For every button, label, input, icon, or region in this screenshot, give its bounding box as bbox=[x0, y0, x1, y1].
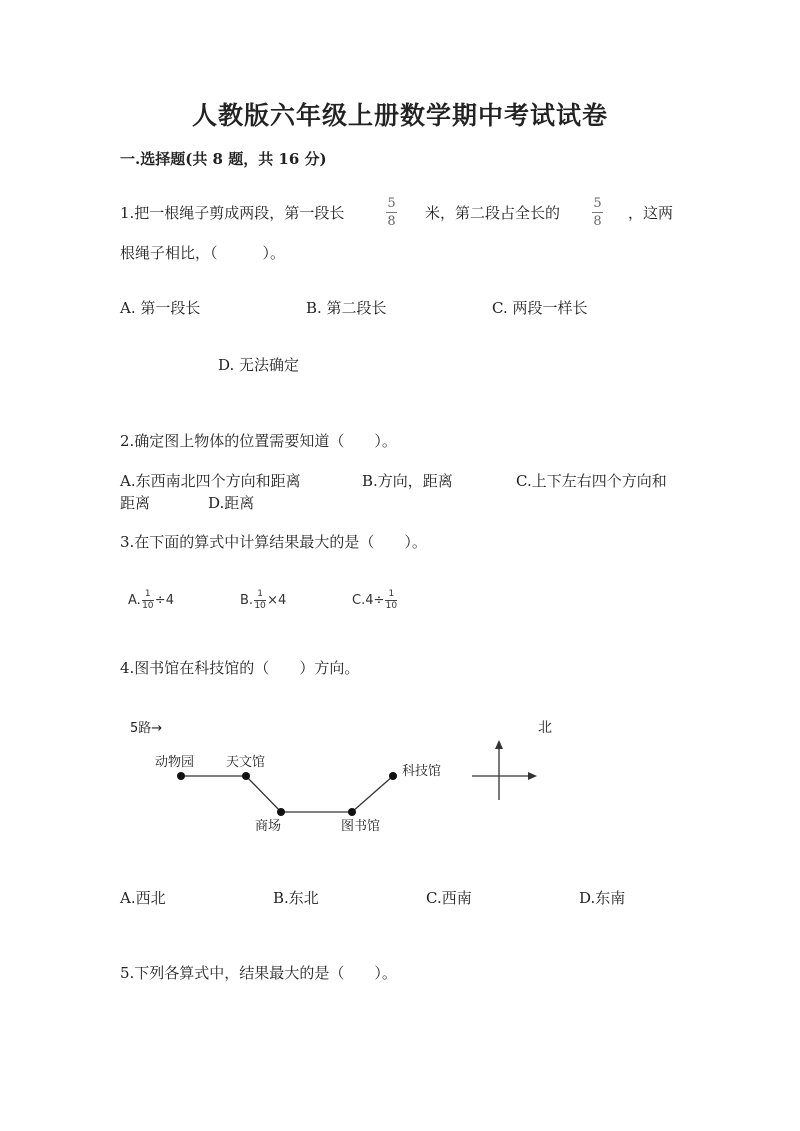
stop-science-museum-dot bbox=[389, 772, 397, 780]
compass-up-arrowhead bbox=[495, 740, 503, 749]
question-1-option-d: D. 无法确定 bbox=[218, 356, 300, 374]
fraction-numerator: 1 bbox=[388, 589, 395, 599]
stop-zoo-label: 动物园 bbox=[155, 755, 195, 770]
fraction-denominator: 8 bbox=[387, 214, 396, 229]
fraction-numerator: 1 bbox=[257, 589, 263, 599]
route-label: 5路→ bbox=[130, 721, 163, 736]
question-2-option-c-continued: 距离 bbox=[120, 494, 151, 512]
stop-zoo-dot bbox=[177, 772, 185, 780]
stop-science-museum-label: 科技馆 bbox=[402, 764, 442, 779]
question-2-text: 2.确定图上物体的位置需要知道（ ）。 bbox=[120, 432, 397, 450]
fraction-denominator: 10 bbox=[142, 601, 154, 611]
stop-mall-label: 商场 bbox=[255, 819, 282, 834]
stop-library-label: 图书馆 bbox=[341, 819, 381, 834]
north-label: 北 bbox=[538, 720, 552, 736]
question-1-text-part3: ，这两 bbox=[628, 204, 674, 222]
question-5-text: 5.下列各算式中，结果最大的是（ ）。 bbox=[120, 964, 397, 982]
stop-planetarium-label: 天文馆 bbox=[226, 755, 266, 770]
operation: ×4 bbox=[267, 593, 287, 608]
page-title: 人教版六年级上册数学期中考试试卷 bbox=[191, 101, 608, 130]
option-label: A. bbox=[128, 593, 141, 608]
question-2-option-b: B.方向，距离 bbox=[362, 472, 453, 490]
question-2-option-c: C.上下左右四个方向和 bbox=[516, 472, 667, 490]
question-1-text-part1: 1.把一根绳子剪成两段，第一段长 bbox=[120, 204, 345, 222]
question-4-option-d: D.东南 bbox=[579, 889, 626, 907]
question-1-option-c: C. 两段一样长 bbox=[492, 299, 588, 317]
fraction-numerator: 5 bbox=[387, 196, 396, 211]
compass-right-arrowhead bbox=[528, 772, 537, 780]
question-3-text: 3.在下面的算式中计算结果最大的是（ ）。 bbox=[120, 533, 427, 551]
fraction-denominator: 10 bbox=[254, 601, 266, 611]
operation: ÷4 bbox=[154, 593, 174, 608]
question-1-option-a: A. 第一段长 bbox=[120, 299, 201, 317]
stop-mall-dot bbox=[277, 808, 285, 816]
question-2-option-d: D.距离 bbox=[208, 494, 255, 512]
question-2-option-a: A.东西南北四个方向和距离 bbox=[120, 472, 301, 490]
fraction-denominator: 10 bbox=[385, 601, 398, 611]
question-1-option-b: B. 第二段长 bbox=[306, 299, 387, 317]
stop-planetarium-dot bbox=[242, 772, 250, 780]
compass-cross bbox=[472, 740, 537, 800]
question-1-text-line2: 根绳子相比，（ ）。 bbox=[120, 244, 286, 262]
question-4-option-c: C.西南 bbox=[426, 889, 472, 907]
question-4-option-a: A.西北 bbox=[120, 889, 166, 907]
route-line bbox=[181, 776, 393, 812]
fraction-numerator: 5 bbox=[593, 196, 602, 211]
fraction-numerator: 1 bbox=[144, 589, 151, 599]
section-heading: 一.选择题(共 8 题，共 16 分) bbox=[120, 150, 327, 168]
question-4-option-b: B.东北 bbox=[273, 889, 319, 907]
option-label: B. bbox=[240, 593, 254, 608]
question-4-text: 4.图书馆在科技馆的（ ）方向。 bbox=[120, 659, 360, 677]
question-1-text-part2: 米，第二段占全长的 bbox=[425, 204, 561, 222]
fraction-denominator: 8 bbox=[593, 214, 602, 229]
stop-library-dot bbox=[348, 808, 356, 816]
option-label: C.4÷ bbox=[352, 593, 385, 608]
